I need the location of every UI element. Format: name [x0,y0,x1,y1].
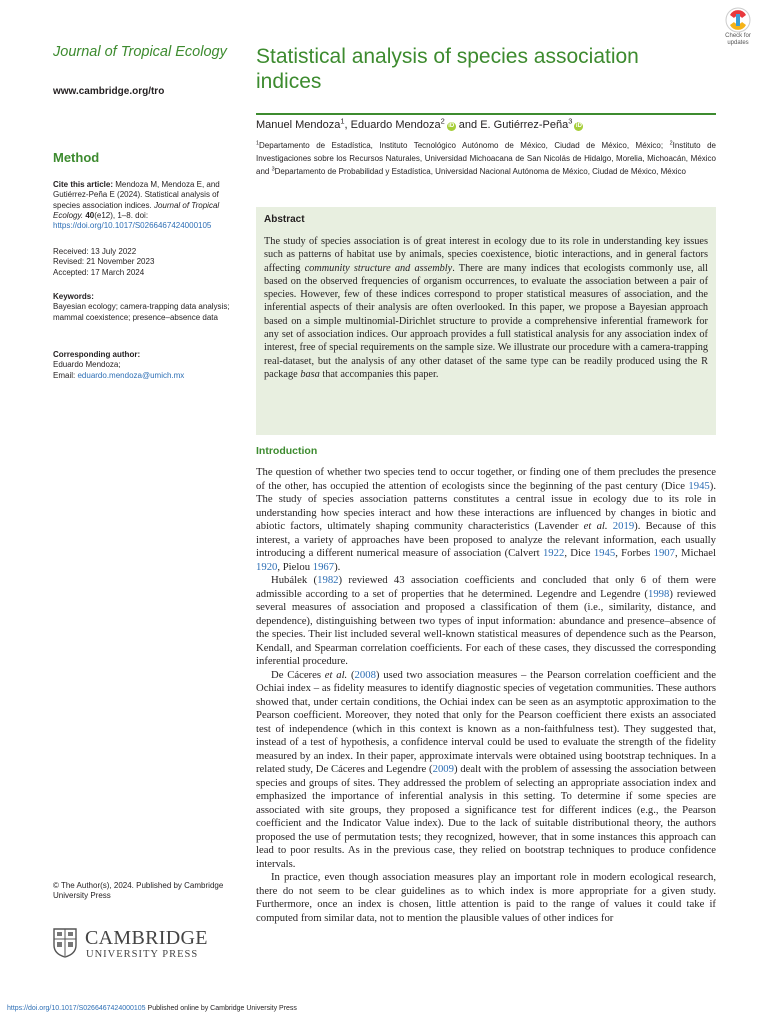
citation-link[interactable]: 1998 [647,587,670,600]
introduction-heading: Introduction [256,445,318,457]
author-list [256,116,716,131]
affiliation-3: Departamento de Probabilidad y Estadística, Universidad Nacional Autónoma de México, Ciudad de México, México [274,167,686,176]
citation-link[interactable]: 1982 [317,574,339,586]
citation-link[interactable]: 2008 [354,668,376,681]
introduction-body [256,466,716,925]
cite-journal: Journal of Tropical Ecology. [53,200,220,220]
author-affil-sup: 3 [568,116,573,126]
copyright-notice: © The Author(s), 2024. Published by Cambridge University Press [53,881,224,901]
author-affil-sup: 2 [440,116,445,126]
article-title: Statistical analysis of species association indices [256,45,639,93]
publisher-logo [53,927,213,963]
orcid-icon[interactable]: iD [575,123,582,129]
citation-block [53,180,243,231]
crossmark-icon [716,6,760,34]
keywords-list: Bayesian ecology; camera-trapping data analysis; mammal coexistence; presence–absence data [53,302,230,322]
accepted-date: Accepted: 17 March 2024 [53,267,145,277]
corresponding-author-block [53,350,243,381]
citation-link[interactable]: 1920 [256,560,278,573]
paragraph: The question of whether two species tend to occur together, or finding one of them precludes the presence of the other, has occupied the attention of ecologists since the beginning of the past century (Dice 1945). The study of species association patterns constitutes a central issue in ecology due to its role in understanding how species interact and how these interactions are influenced by changes in biotic and abiotic factors, ultimately shaping community characteristics (Lavender et al. 2019). Because of this interest, a variety of approaches have been proposed to analyze the relevant information, each usually introducing a different numerical measure of association (Calvert 1922, Dice 1945, Forbes 1907, Michael 1920, Pielou 1967). [256,466,717,573]
citation-link[interactable]: 1907 [653,547,675,559]
cite-text: Mendoza M, Mendoza E, and Gutiérrez-Peña E (2024). Statistical analysis of species association indices. [53,180,220,210]
journal-url[interactable]: www.cambridge.org/tro [53,86,165,97]
paragraph: De Cáceres et al. (2008) used two association measures – the Pearson correlation coefficient and the Ochiai index – as fidelity measures to identify diagnostic species of vegetation communities. These authors showed that, under certain conditions, the Ochiai index can be seen as an asymptotic approximation to the Pearson coefficient. Moreover, they noted that only for the Pearson coefficient there exists an associated test of independence (which in this context is known as a non-faithfulness test). They suggested that, instead of a test of hypothesis, a confidence interval could be used to evaluate the strength of the fidelity measured by an index. In their paper, approximate intervals were obtained using bootstrap techniques. In a related study, De Cáceres and Legendre (2009) dealt with the problem of assessing the association between species and groups of sites. They addressed the problem of selecting an appropriate association index and emphasized the importance of inferential analysis in this setting. To determine if some species are associated with site groups, they proposed a significance test for different indices (e.g., the Pearson coefficient and the Indicator Value index). Due to the lack of suitable distributional theory, the authors proposed the use of permutation tests; they recognized, however, that in some instances this approach can lead to poor results. As in the previous case, they relied on bootstrap techniques to produce confidence intervals. [256,668,716,870]
cite-issue: (e12), 1–8. doi: [94,210,149,220]
citation-link[interactable]: 1945 [593,547,616,559]
author-separator: , [344,119,351,131]
cite-label: Cite this article: [53,180,114,189]
section-type: Method [53,150,100,165]
author-affil-sup: 1 [340,116,345,126]
keywords-block [53,292,243,323]
corr-email-label: Email: [53,370,76,380]
paragraph: In practice, even though association measures play an important role in modern ecological research, there do not seem to be clear guidelines as to which index is more appropriate for a given study. Furthermore, once an index is chosen, little attention is paid to the range of values it could take if computed from similar data, not to mention the plausible values of other indices for [256,871,716,924]
citation-link[interactable]: 2009 [432,763,454,775]
corr-email-link[interactable]: eduardo.mendoza@umich.mx [77,370,185,380]
abstract-box [256,207,716,435]
author-name: Manuel Mendoza [256,119,341,131]
cite-volume: 40 [85,210,95,220]
footer-doi-link[interactable]: https://doi.org/10.1017/S0266467424000105 [7,1005,146,1012]
shield-icon [53,928,77,958]
author-name: Eduardo Mendoza [350,119,441,131]
affiliation-1: Departamento de Estadística, Instituto Tecnológico Autónomo de México, Ciudad de México, México; [259,141,664,150]
citation-link[interactable]: 2019 [612,520,635,532]
journal-name: Journal of Tropical Ecology [53,44,227,60]
citation-link[interactable]: 1922 [542,547,565,559]
check-for-updates-badge[interactable] [716,6,760,52]
corr-label: Corresponding author: [53,350,141,359]
crossmark-label-1: Check for [725,33,751,39]
corr-name: Eduardo Mendoza; [53,360,121,370]
abstract-heading: Abstract [264,214,305,225]
revised-date: Revised: 21 November 2023 [53,257,155,267]
publisher-subname: UNIVERSITY PRESS [86,949,199,960]
paragraph: Hubálek (1982) reviewed 43 association coefficients and concluded that only 6 of them were admissible according to a set of properties that he determined. Legendre and Legendre (1998) reviewed several measures of association and proposed a classification of them (i.e., similarity, distance, and dependence), distinguishing between two types of input information: abundance and presence–absence of the species. Their list included several well-known statistical measures of dependence such as the Pearson, Kendall, and Spearman correlation coefficients. For each of these cases, they discussed the corresponding inferential procedure. [256,574,717,667]
author-separator: and [455,119,481,131]
cite-doi-link[interactable]: https://doi.org/10.1017/S0266467424000105 [53,221,212,231]
keywords-label: Keywords: [53,292,94,301]
author-name: E. Gutiérrez-Peña [480,119,569,131]
footer-text: Published online by Cambridge University Press [145,1005,297,1012]
affiliations: $^1$Departamento de Estadística, Instituto Tecnológico Autónomo de México, Ciudad de México, México; $^2$Instituto de Investigaciones sobre los Recursos Naturales, Universidad Michoacana de San Nicolás de Hidalgo, Morelia, Michoacán, México and $^3$Departamento de Probabilidad y Estadística, Universidad Nacional Autónoma de México, Ciudad de México, México [256,140,716,176]
title-divider [256,113,716,115]
publisher-name: CAMBRIDGE [85,927,208,949]
received-date: Received: 13 July 2022 [53,247,137,256]
citation-link[interactable]: 1945 [688,479,710,492]
dates-block [53,247,243,278]
crossmark-label-2: updates [727,40,749,46]
orcid-icon[interactable]: iD [448,123,455,129]
page-footer [7,1005,297,1012]
affiliation-2: Instituto de Investigaciones sobre los Recursos Naturales, Universidad Michoacana de San Nicolás de Hidalgo, Morelia, Michoacán, México and [256,141,716,176]
abstract-text: The study of species association is of great interest in ecology due to its role in understanding key issues such as patterns of habitat use by animals, species coexistence, biotic interactions, and in general factors affecting community structure and assembly. There are many indices that ecologists commonly use, all based on the observed frequencies of organism occurrences, to evaluate the association between a pair of species. However, few of these indices correspond to proper statistical measures of association, and the inferential aspects of their analysis are often overlooked. In this paper, we propose a Bayesian approach based on a simple multinomial-Dirichlet structure to provide a comprehensive inferential framework for any set of association indices. Our approach provides a full statistical analysis for any association index of interest, free of special requirements on the sample size. We illustrate our procedure with a camera-trapping real-dataset, but the analysis of any other dataset of the same type can be readily produced using the R package basa that accompanies this paper. [264,236,708,380]
citation-link[interactable]: 1967 [312,560,335,573]
